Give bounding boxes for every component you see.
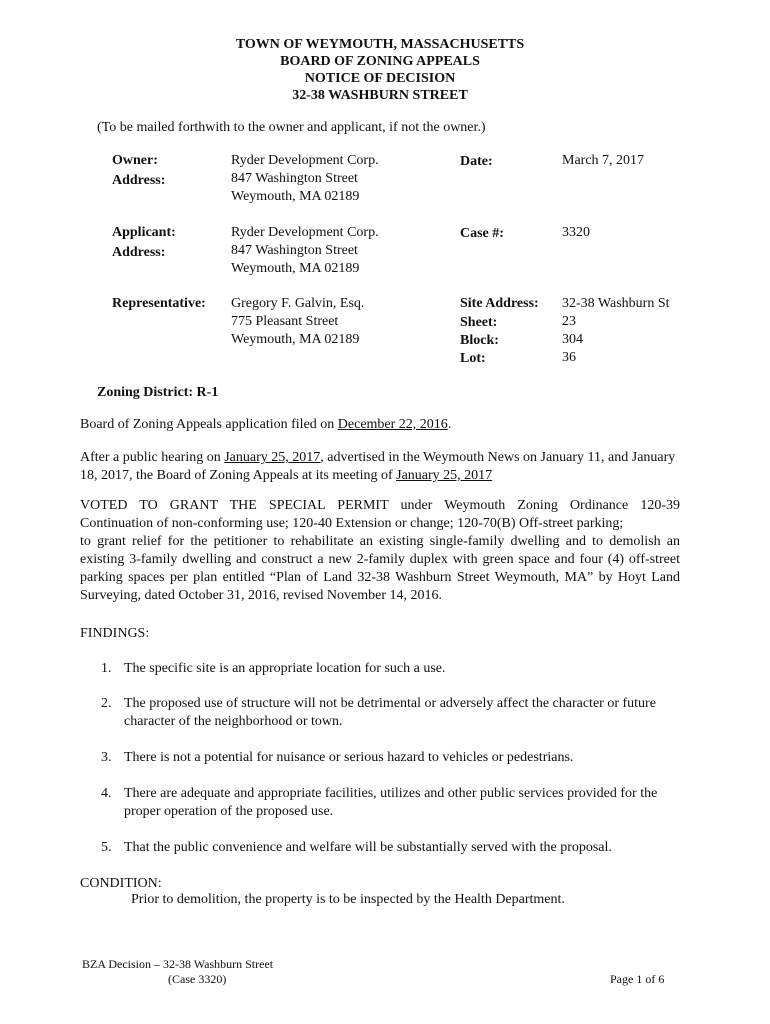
owner-address-label: Address: — [112, 173, 166, 188]
footer-title: BZA Decision – 32-38 Washburn Street — [82, 957, 274, 971]
footer-case: (Case 3320) — [168, 972, 227, 986]
finding-text: The specific site is an appropriate location for such a use. — [124, 661, 446, 676]
header-notice: NOTICE OF DECISION — [304, 71, 456, 86]
hearing-date-2: January 25, 2017 — [396, 468, 493, 483]
date-value: March 7, 2017 — [562, 153, 645, 168]
block-value: 304 — [562, 332, 583, 347]
finding-number: 5. — [101, 840, 112, 855]
site-address-label: Site Address: — [460, 296, 539, 311]
mail-note: (To be mailed forthwith to the owner and applicant, if not the owner.) — [97, 120, 486, 135]
date-label: Date: — [460, 154, 493, 169]
owner-city: Weymouth, MA 02189 — [231, 189, 360, 204]
finding-text: There is not a potential for nuisance or serious hazard to vehicles or pedestrians. — [124, 750, 574, 765]
representative-city: Weymouth, MA 02189 — [231, 332, 360, 347]
finding-text: The proposed use of structure will not be detrimental or adversely affect the character or future character of the neighborhood or town. — [124, 696, 656, 729]
finding-number: 4. — [101, 786, 112, 801]
finding-number: 2. — [101, 696, 112, 711]
finding-text: There are adequate and appropriate facilities, utilizes and other public services provided for the proper operation of the proposed use. — [124, 786, 658, 819]
representative-label: Representative: — [112, 296, 206, 311]
applicant-address-label: Address: — [112, 245, 166, 260]
vote-line-2: Continuation of non-conforming use; 120-40 Extension or change; 120-70(B) Off-street parking; — [80, 516, 624, 531]
vote-rest: to grant relief for the petitioner to rehabilitate an existing single-family dwelling and to demolish an existing 3-family dwelling and construct a new 2-family duplex with green space and four (4) off-street parking spaces per plan entitled “Plan of Land 32-38 Washburn Street Weymouth, MA” by Hoyt Land Surveying, dated October 31, 2016, revised November 14, 2016. — [80, 534, 680, 603]
hearing-text-1: After a public hearing on — [80, 450, 225, 465]
applicant-street: 847 Washington Street — [231, 243, 358, 258]
owner-label: Owner: — [112, 153, 158, 168]
representative-street: 775 Pleasant Street — [231, 314, 339, 329]
finding-text: That the public convenience and welfare will be substantially served with the proposal. — [124, 840, 612, 855]
applicant-label: Applicant: — [112, 225, 176, 240]
zoning-district: Zoning District: R-1 — [97, 385, 219, 400]
applicant-city: Weymouth, MA 02189 — [231, 261, 360, 276]
case-label: Case #: — [460, 226, 504, 241]
block-label: Block: — [460, 333, 499, 348]
findings-heading: FINDINGS: — [80, 626, 150, 641]
header-address: 32-38 WASHBURN STREET — [292, 88, 468, 103]
hearing-text-2: , advertised in the Weymouth News on January 11, and January 18, 2017, the Board of Zoning Appeals at its meeting of — [80, 450, 676, 483]
lot-label: Lot: — [460, 351, 486, 366]
page-number: Page 1 of 6 — [610, 972, 665, 986]
case-value: 3320 — [562, 225, 590, 240]
filed-prefix: Board of Zoning Appeals application filed on — [80, 417, 338, 432]
lot-value: 36 — [562, 350, 576, 365]
representative-name: Gregory F. Galvin, Esq. — [231, 296, 365, 311]
hearing-date-1: January 25, 2017 — [224, 450, 321, 465]
site-address-value: 32-38 Washburn St — [562, 296, 670, 311]
hearing-paragraph — [80, 449, 676, 485]
sheet-label: Sheet: — [460, 315, 498, 330]
condition-text: Prior to demolition, the property is to be inspected by the Health Department. — [131, 892, 565, 907]
document-header — [0, 36, 760, 104]
finding-number: 1. — [101, 661, 112, 676]
applicant-name: Ryder Development Corp. — [231, 225, 379, 240]
header-town: TOWN OF WEYMOUTH, MASSACHUSETTS — [235, 37, 525, 52]
finding-number: 3. — [101, 750, 112, 765]
vote-line-1: VOTED TO GRANT THE SPECIAL PERMIT under Weymouth Zoning Ordinance 120-39 — [80, 498, 680, 513]
condition-heading: CONDITION: — [80, 876, 162, 891]
sheet-value: 23 — [562, 314, 576, 329]
header-board: BOARD OF ZONING APPEALS — [280, 54, 480, 69]
filed-date: December 22, 2016 — [337, 417, 448, 432]
filed-paragraph — [80, 416, 680, 434]
filed-suffix: . — [447, 417, 452, 432]
owner-name: Ryder Development Corp. — [231, 153, 379, 168]
owner-street: 847 Washington Street — [231, 171, 358, 186]
